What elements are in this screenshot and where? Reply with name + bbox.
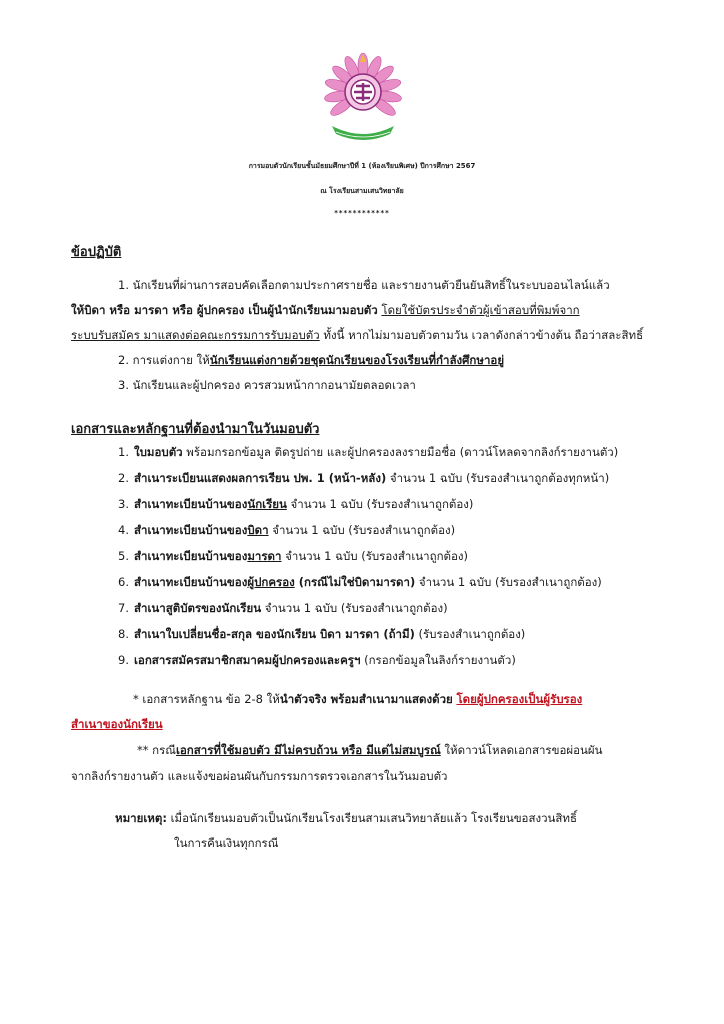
practice-item-1	[118, 277, 610, 295]
practice-item-2	[118, 352, 504, 370]
parent-bring-note: ให้บิดา หรือ มารดา หรือ ผู้ปกครอง เป็นผู้นำนักเรียนมามอบตัว	[71, 303, 378, 317]
note-2-text: ** กรณี	[137, 743, 176, 757]
item-number: 1.	[118, 445, 129, 459]
note-1-emphasis: นำตัวจริง พร้อมสำเนามาแสดงด้วย	[279, 692, 453, 706]
item-title: สำเนาทะเบียนบ้านของ	[134, 575, 248, 589]
item-title: สำเนาสูติบัตรของนักเรียน	[134, 601, 262, 615]
document-item	[118, 574, 602, 592]
documents-heading: เอกสารและหลักฐานที่ต้องนำมาในวันมอบตัว	[71, 422, 320, 437]
item-number: 6.	[118, 575, 129, 589]
practice-item-1-text: 1. นักเรียนที่ผ่านการสอบคัดเลือกตามประกาศรายชื่อ และรายงานตัวยืนยันสิทธิ์ในระบบออนไลน์แล้ว	[118, 278, 610, 292]
note-2-cont: จากลิงก์รายงานตัว และแจ้งขอผ่อนผันกับกรรมการตรวจเอกสารในวันมอบตัว	[71, 769, 448, 783]
document-title: การมอบตัวนักเรียนชั้นมัธยมศึกษาปีที่ 1 (ห้องเรียนพิเศษ) ปีการศึกษา 2567	[248, 162, 476, 170]
forfeit-note: ทั้งนี้ หากไม่มามอบตัวตามวัน เวลาดังกล่าวข้างต้น ถือว่าสละสิทธิ์	[319, 328, 644, 342]
item-detail: จำนวน 1 ฉบับ (รับรองสำเนาถูกต้อง)	[268, 523, 456, 537]
item-number: 5.	[118, 549, 129, 563]
exam-card-note-2: ระบบรับสมัคร มาแสดงต่อคณะกรรมการรับมอบตัว	[71, 328, 320, 342]
practice-item-1-cont	[71, 302, 580, 320]
note-1	[133, 691, 582, 709]
remark	[115, 810, 577, 828]
item-detail: จำนวน 1 ฉบับ (รับรองสำเนาถูกต้อง)	[415, 575, 602, 589]
item-owner: ผู้ปกครอง	[247, 575, 295, 589]
note-2-detail: ให้ดาวน์โหลดเอกสารขอผ่อนผัน	[440, 743, 603, 757]
school-emblem-icon	[322, 52, 404, 142]
practice-item-3: 3. นักเรียนและผู้ปกครอง ควรสวมหน้ากากอนามัยตลอดเวลา	[118, 378, 416, 392]
item-title: เอกสารสมัครสมาชิกสมาคมผู้ปกครองและครูฯ	[134, 653, 361, 667]
item-title: ใบมอบตัว	[134, 445, 183, 459]
document-item	[118, 600, 448, 618]
note-1-cont	[71, 716, 163, 734]
item-owner: มารดา	[247, 549, 282, 563]
document-item	[118, 522, 455, 540]
item-title: สำเนาทะเบียนบ้านของ	[134, 523, 248, 537]
item-owner: บิดา	[247, 523, 269, 537]
item-number: 2.	[118, 471, 129, 485]
remark-text: เมื่อนักเรียนมอบตัวเป็นนักเรียนโรงเรียนสามเสนวิทยาลัยแล้ว โรงเรียนขอสงวนสิทธิ์	[166, 811, 578, 825]
document-item	[118, 548, 468, 566]
item-title: สำเนาทะเบียนบ้านของ	[134, 549, 248, 563]
item-detail: จำนวน 1 ฉบับ (รับรองสำเนาถูกต้อง)	[281, 549, 469, 563]
item-title: สำเนาใบเปลี่ยนชื่อ-สกุล ของนักเรียน บิดา มารดา (ถ้ามี)	[134, 627, 415, 641]
item-detail: จำนวน 1 ฉบับ (รับรองสำเนาถูกต้องทุกหน้า)	[386, 471, 610, 485]
note-2-emphasis: เอกสารที่ใช้มอบตัว มีไม่ครบถ้วน หรือ มีแต่ไม่สมบูรณ์	[175, 743, 441, 757]
item-condition: (กรณีไม่ใช่บิดามารดา)	[294, 575, 416, 589]
note-2	[137, 742, 602, 760]
item-number: 7.	[118, 601, 129, 615]
item-detail: จำนวน 1 ฉบับ (รับรองสำเนาถูกต้อง)	[286, 497, 474, 511]
document-item	[118, 444, 618, 462]
item-detail: (กรอกข้อมูลในลิงก์รายงานตัว)	[360, 653, 516, 667]
note-1-warning-2: สำเนาของนักเรียน	[71, 717, 163, 731]
document-subtitle: ณ โรงเรียนสามเสนวิทยาลัย	[320, 187, 404, 195]
practice-heading: ข้อปฏิบัติ	[71, 245, 122, 260]
remark-cont: ในการคืนเงินทุกกรณี	[174, 836, 279, 850]
item-detail: (รับรองสำเนาถูกต้อง)	[414, 627, 526, 641]
item-title: สำเนาระเบียนแสดงผลการเรียน ปพ. 1 (หน้า-หลัง)	[134, 471, 387, 485]
exam-card-note: โดยใช้บัตรประจำตัวผู้เข้าสอบที่พิมพ์จาก	[381, 303, 580, 317]
item-number: 4.	[118, 523, 129, 537]
item-title: สำเนาทะเบียนบ้านของ	[134, 497, 248, 511]
item-detail: พร้อมกรอกข้อมูล ติดรูปถ่าย และผู้ปกครองลงรายมือชื่อ (ดาวน์โหลดจากลิงก์รายงานตัว)	[182, 445, 619, 459]
item-number: 3.	[118, 497, 129, 511]
document-item	[118, 652, 516, 670]
practice-item-2-text: 2. การแต่งกาย ให้	[118, 353, 210, 367]
document-item	[118, 470, 609, 488]
remark-label: หมายเหตุ:	[115, 811, 167, 825]
note-1-warning: โดยผู้ปกครองเป็นผู้รับรอง	[456, 692, 583, 706]
uniform-note: นักเรียนแต่งกายด้วยชุดนักเรียนของโรงเรียนที่กำลังศึกษาอยู่	[209, 353, 505, 367]
document-item	[118, 626, 525, 644]
item-owner: นักเรียน	[247, 497, 287, 511]
note-1-text: * เอกสารหลักฐาน ข้อ 2-8 ให้	[133, 692, 280, 706]
item-number: 9.	[118, 653, 129, 667]
item-number: 8.	[118, 627, 129, 641]
title-separator: ************	[334, 209, 390, 217]
practice-item-1-cont2	[71, 327, 643, 345]
item-detail: จำนวน 1 ฉบับ (รับรองสำเนาถูกต้อง)	[261, 601, 448, 615]
document-item	[118, 496, 473, 514]
